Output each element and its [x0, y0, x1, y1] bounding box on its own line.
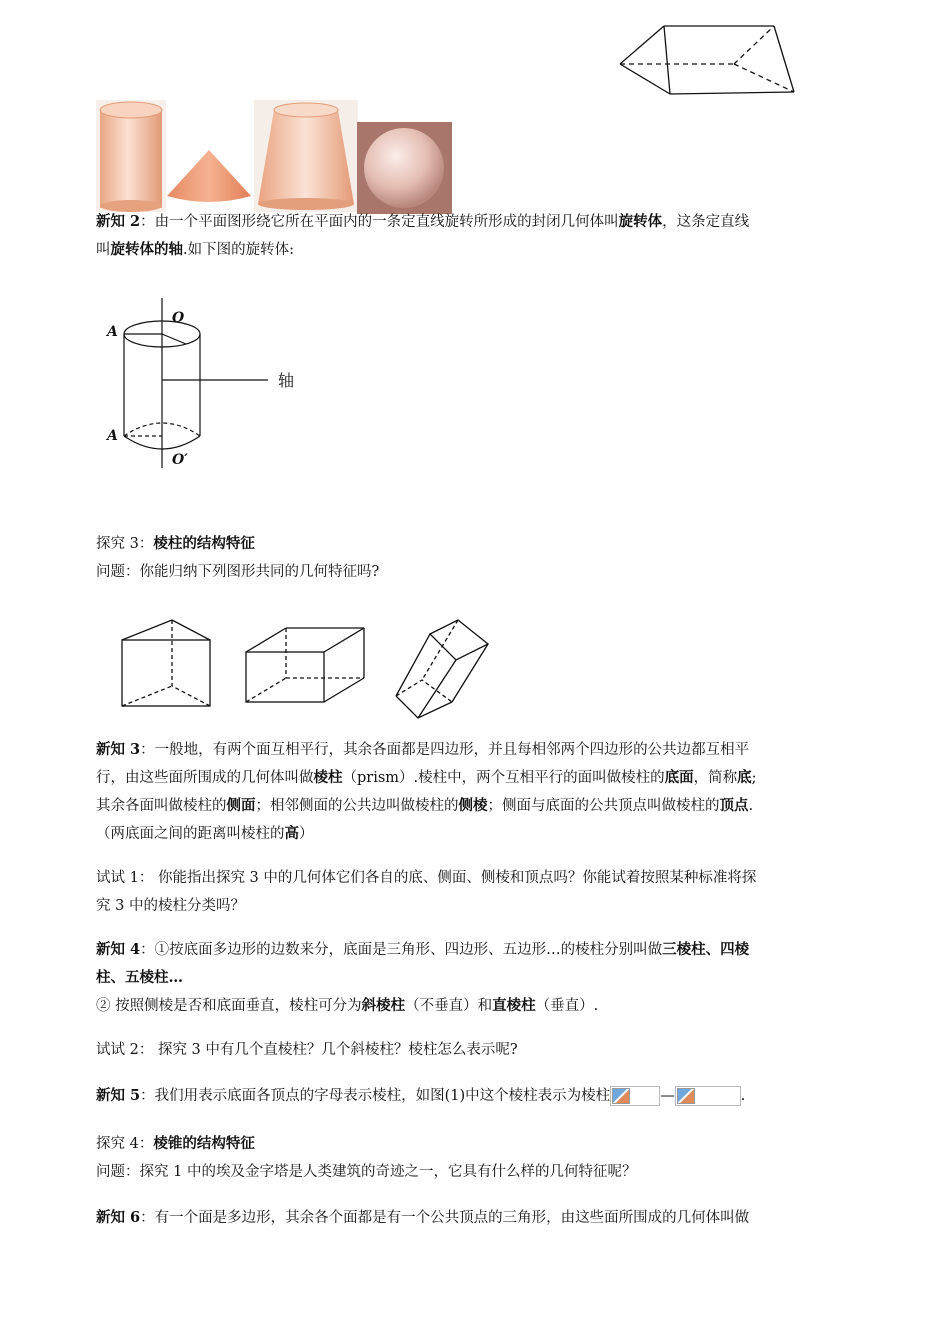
tanjiu3-question: 问题：你能归纳下列图形共同的几何特征吗?	[96, 564, 380, 580]
tanjiu3-title: 棱柱的结构特征	[153, 535, 255, 552]
shishi1-line1: 试试 1： 你能指出探究 3 中的几何体它们各自的底、侧面、侧棱和顶点吗？你能试着按照某种标准将探	[96, 870, 757, 886]
t: ；相邻侧面的公共边叫做棱柱的	[255, 798, 459, 814]
t: （两底面之间的距离叫棱柱的	[96, 826, 285, 842]
term-rotational-solid: 旋转体	[618, 213, 663, 230]
term-vertex: 顶点	[719, 797, 749, 814]
axis-label: 轴	[278, 371, 295, 390]
tanjiu4-question: 问题：探究 1 中的埃及金字塔是人类建筑的奇迹之一，它具有什么样的几何特征呢？	[96, 1164, 637, 1180]
broken-image-icon	[677, 1088, 695, 1104]
term-lateral-edge: 侧棱	[458, 797, 488, 814]
tanjiu3-heading	[96, 534, 255, 554]
label-a-top: A	[107, 324, 118, 340]
tanjiu4-title: 棱锥的结构特征	[153, 1135, 255, 1152]
t: ;	[751, 770, 757, 786]
xinzhi6-lead: 新知 6	[96, 1209, 141, 1226]
t: ；侧面与底面的公共顶点叫做棱柱的	[487, 798, 720, 814]
term-lateral-face: 侧面	[226, 797, 256, 814]
xinzhi2-line1	[96, 212, 749, 232]
shishi2-line1: 试试 2： 探究 3 中有几个直棱柱？几个斜棱柱？棱柱怎么表示呢?	[96, 1042, 518, 1058]
t: ：我们用表示底面各顶点的字母表示棱柱，如图(1)中这个棱柱表示为棱柱	[140, 1088, 611, 1104]
formula-image-placeholder	[610, 1086, 660, 1106]
t: （不垂直）和	[405, 998, 493, 1014]
term-prism-types: 三棱柱、四棱	[662, 941, 750, 958]
xinzhi4-line3	[96, 996, 598, 1016]
broken-image-icon	[612, 1088, 630, 1104]
xinzhi2-text2c: .如下图的旋转体:	[183, 242, 294, 258]
label-o-prime: O′	[172, 452, 188, 468]
xinzhi3-line4	[96, 824, 314, 844]
tanjiu4-heading	[96, 1134, 255, 1154]
t: （prism）.棱柱中，两个互相平行的面叫做棱柱的	[342, 770, 665, 786]
xinzhi6-line	[96, 1208, 749, 1228]
xinzhi4-line1	[96, 940, 749, 960]
xinzhi4-lead: 新知 4	[96, 941, 141, 958]
xinzhi4-line2	[96, 968, 183, 988]
prism-figures	[100, 604, 492, 724]
formula-image-placeholder	[675, 1086, 741, 1106]
t: ）	[299, 826, 314, 842]
xinzhi3-line2	[96, 768, 757, 788]
cylinder-photo	[96, 100, 166, 212]
tanjiu4-lead: 探究 4：	[96, 1136, 154, 1152]
t: ：有一个面是多边形，其余各个面都是有一个公共顶点的三角形，由这些面所围成的几何体叫做	[140, 1210, 750, 1226]
t: .	[748, 798, 754, 814]
label-o: O	[172, 310, 185, 326]
xinzhi2-line2	[96, 240, 294, 260]
term-axis: 旋转体的轴	[110, 241, 183, 258]
term-prism: 棱柱	[313, 769, 343, 786]
xinzhi5-lead: 新知 5	[96, 1087, 141, 1104]
tanjiu3-lead: 探究 3：	[96, 536, 154, 552]
t: ② 按照侧棱是否和底面垂直，棱柱可分为	[96, 998, 362, 1014]
t: 行，由这些面所围成的几何体叫做	[96, 770, 314, 786]
xinzhi3-line1	[96, 740, 749, 760]
xinzhi5-line	[96, 1086, 745, 1106]
xinzhi3-text1: ：一般地，有两个面互相平行，其余各面都是四边形，并且每相邻两个四边形的公共边都互相平	[140, 742, 750, 758]
xinzhi2-text: ：由一个平面图形绕它所在平面内的一条定直线旋转所形成的封闭几何体叫	[140, 214, 619, 230]
label-a-bottom: A	[107, 428, 118, 444]
t: ：①按底面多边形的边数来分，底面是三角形、四边形、五边形…的棱柱分别叫做	[140, 942, 663, 958]
term-base-face: 底面	[664, 769, 694, 786]
term-prism-types-cont: 柱、五棱柱…	[96, 969, 183, 986]
term-right-prism: 直棱柱	[492, 997, 536, 1014]
xinzhi3-line3	[96, 796, 753, 816]
triangular-prism-figure	[612, 20, 802, 100]
t: ，简称	[693, 770, 738, 786]
xinzhi2-text2a: 叫	[96, 242, 111, 258]
xinzhi2-text-end: ，这条定直线	[662, 214, 750, 230]
t: 其余各面叫做棱柱的	[96, 798, 227, 814]
term-height: 高	[284, 825, 299, 842]
t: —	[660, 1088, 675, 1104]
shishi1-line2: 究 3 中的棱柱分类吗？	[96, 898, 245, 914]
t: （垂直）.	[535, 998, 599, 1014]
term-base: 底	[737, 769, 752, 786]
cone-photo	[165, 148, 253, 206]
xinzhi2-lead: 新知 2	[96, 213, 141, 230]
xinzhi3-lead: 新知 3	[96, 741, 141, 758]
term-oblique-prism: 斜棱柱	[361, 997, 406, 1014]
frustum-photo	[254, 100, 358, 212]
sphere-photo	[357, 122, 452, 214]
t: .	[740, 1088, 746, 1104]
